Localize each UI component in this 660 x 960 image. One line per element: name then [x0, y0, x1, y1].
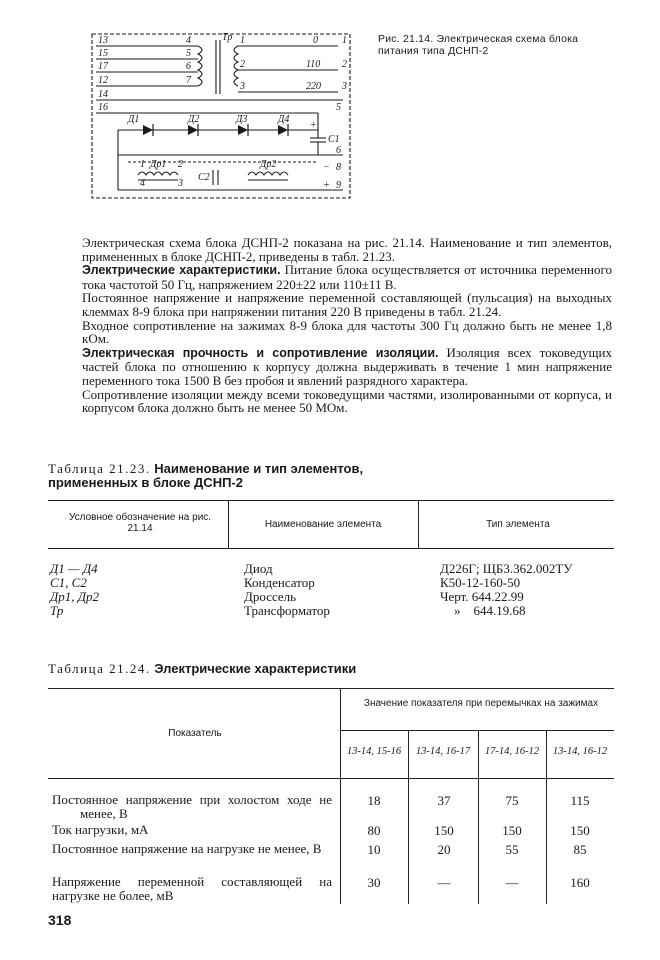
voltage-110: 110: [306, 59, 321, 70]
table2-header-rule: [48, 778, 614, 779]
tap-2: 2: [240, 59, 245, 70]
paragraph-3: Постоянное напряжение и напряжение переменной составляющей (пульсация) на выходных клеммах 8-9 блока при напряжении питания 220 В приведены в табл. 21.24.: [82, 290, 612, 319]
terminal-12: 12: [98, 75, 108, 86]
choke-dr1-label: Др1: [150, 159, 167, 170]
tap-3: 3: [240, 81, 245, 92]
table1-row3-type: Черт. 644.22.99: [440, 589, 524, 604]
table1-header-type: Тип элемента: [486, 519, 550, 530]
table2-subheader-2: 13-14, 16-17: [415, 746, 471, 757]
paragraph-2-heading: Электрические характеристики.: [82, 263, 281, 278]
choke-pin-1: 1: [140, 159, 145, 170]
paragraph-5-text: Изоляция всех токоведущих частей блока по отношению к корпусу должна выдерживать в течение 1 мин напряжение переменного тока 1500 В без пробоя и явлений разрядного характера.: [82, 344, 612, 388]
table1-row4-designation: Тр: [50, 603, 64, 618]
table2-row1-value-1: 18: [367, 793, 381, 808]
table1-row1-designation: Д1 — Д4: [50, 561, 98, 576]
table1-title-line2: примененных в блоке ДСНП-2: [48, 475, 243, 490]
table2-subheader-3: 17-14, 16-12: [484, 746, 540, 757]
table2-row3-value-3: 55: [505, 842, 519, 857]
tap-7: 7: [186, 75, 191, 86]
out-terminal-9: 9: [336, 180, 341, 191]
table2-row1-value-3: 75: [505, 793, 519, 808]
table1-row1-name: Диод: [244, 561, 273, 576]
choke-pin-4: 4: [140, 178, 145, 189]
right-marker-1: 1: [342, 35, 347, 46]
cap-c1-label: С1: [328, 134, 340, 145]
diode-d1-label: Д1: [128, 114, 140, 125]
choke-pin-3: 3: [178, 178, 183, 189]
table2-row2-value-3: 150: [502, 823, 522, 838]
table2-col-divider-1: [340, 688, 341, 904]
tap-6: 6: [186, 61, 191, 72]
table2-row1-label: Постоянное напряжение при холостом ходе не менее, В: [52, 792, 332, 821]
terminal-14: 14: [98, 89, 108, 100]
paragraph-5: [82, 346, 612, 388]
page-number: 318: [48, 912, 72, 928]
paragraph-6: Сопротивление изоляции между всеми токоведущими частями, изолированными от корпуса, и корпусом блока должно быть не менее 50 МОм.: [82, 386, 612, 416]
terminal-17: 17: [98, 61, 108, 72]
table2-row2-label: Ток нагрузки, мА: [52, 822, 149, 837]
table1-row2-type: К50-12-160-50: [440, 575, 521, 590]
table2-group-rule: [340, 730, 614, 731]
tap-4: 4: [186, 35, 191, 46]
cap-c2-label: С2: [198, 172, 210, 183]
table2-header-group: Значение показателя при перемычках на зажимах: [363, 698, 599, 709]
tap-1: 1: [240, 35, 245, 46]
power-supply-schematic: [88, 30, 358, 206]
table2-row4-value-2: —: [437, 875, 451, 890]
choke-pin-2: 2: [178, 159, 183, 170]
table1-row3-name: Дроссель: [244, 589, 297, 604]
table1-row1-type: Д226Г; ЩБ3.362.002ТУ: [440, 561, 573, 576]
table2-subheader-1: 13-14, 15-16: [346, 746, 402, 757]
table1-col-divider-2: [418, 500, 419, 548]
table1-top-rule: [48, 500, 614, 501]
transformer-label: Тр: [222, 32, 233, 43]
table1-row3-designation: Др1, Др2: [50, 589, 100, 604]
out-terminal-8: 8: [336, 162, 341, 173]
paragraph-2: [82, 263, 612, 291]
minus-sign: −: [323, 162, 330, 173]
paragraph-4: Входное сопротивление на зажимах 8-9 блока для частоты 300 Гц должно быть не менее 1,8 кОм.: [82, 317, 612, 347]
c1-plus-sign: +: [310, 120, 317, 131]
paragraph-2-text: Питание блока осуществляется от источника переменного тока частотой 50 Гц, напряжением 220±22 или 110±11 В.: [82, 262, 612, 292]
table2-row4-value-3: —: [505, 875, 519, 890]
table2-header-indicator: Показатель: [168, 728, 222, 739]
choke-dr2-label: Др2: [260, 159, 277, 170]
table1-col-divider-1: [228, 500, 229, 548]
terminal-15: 15: [98, 48, 108, 59]
table2-subheader-4: 13-14, 16-12: [552, 746, 608, 757]
right-marker-2: 2: [342, 59, 347, 70]
terminal-13: 13: [98, 35, 108, 46]
table1-header-name: Наименование элемента: [264, 519, 382, 530]
table2-row1-value-4: 115: [570, 793, 590, 808]
table2-number: Таблица 21.24.: [48, 661, 151, 676]
table2-row2-value-1: 80: [367, 823, 381, 838]
body-text: [82, 236, 612, 415]
table2-row2-value-2: 150: [434, 823, 454, 838]
plus-sign: +: [323, 180, 330, 191]
table1-row4-name: Трансформатор: [244, 603, 330, 618]
tap-5: 5: [186, 48, 191, 59]
table1-number: Таблица 21.23.: [48, 461, 151, 476]
table2-caption: [48, 662, 356, 676]
right-marker-3: 3: [342, 81, 347, 92]
table2-row2-value-4: 150: [570, 823, 590, 838]
voltage-0: 0: [313, 35, 318, 46]
table1-row2-name: Конденсатор: [244, 575, 315, 590]
out-terminal-6: 6: [336, 145, 341, 156]
diode-d4-label: Д4: [278, 114, 290, 125]
table2-row1-value-2: 37: [437, 793, 451, 808]
table1-title-line1: Наименование и тип элементов,: [154, 461, 364, 476]
voltage-220: 220: [306, 81, 321, 92]
diode-d2-label: Д2: [188, 114, 200, 125]
table1-header-designation: Условное обозначение на рис. 21.14: [68, 512, 212, 534]
paragraph-5-heading: Электрическая прочность и сопротивление изоляции.: [82, 345, 439, 360]
paragraph-1: Электрическая схема блока ДСНП-2 показана на рис. 21.14. Наименование и тип элементов, примененных в блоке ДСНП-2, приведены в табл. 21.23.: [82, 235, 612, 264]
terminal-16: 16: [98, 102, 108, 113]
table2-row3-value-2: 20: [437, 842, 451, 857]
table2-row4-value-4: 160: [570, 875, 590, 890]
table1-row2-designation: С1, С2: [50, 575, 87, 590]
table1-row4-type: » 644.19.68: [454, 603, 526, 618]
table1-caption: [48, 462, 363, 490]
table1-header-rule: [48, 548, 614, 549]
table2-title: Электрические характеристики: [154, 661, 357, 676]
figure-caption: Рис. 21.14. Электрическая схема блока питания типа ДСНП-2: [378, 33, 579, 57]
table2-row4-label: Напряжение переменной составляющей на нагрузке не более, мВ: [52, 874, 332, 903]
table2-row3-value-1: 10: [367, 842, 381, 857]
table2-row3-label: Постоянное напряжение на нагрузке не менее, В: [52, 841, 322, 856]
table2-top-rule: [48, 688, 614, 689]
table2-row4-value-1: 30: [367, 875, 381, 890]
out-terminal-5: 5: [336, 102, 341, 113]
diode-d3-label: Д3: [236, 114, 248, 125]
table2-row3-value-4: 85: [573, 842, 587, 857]
